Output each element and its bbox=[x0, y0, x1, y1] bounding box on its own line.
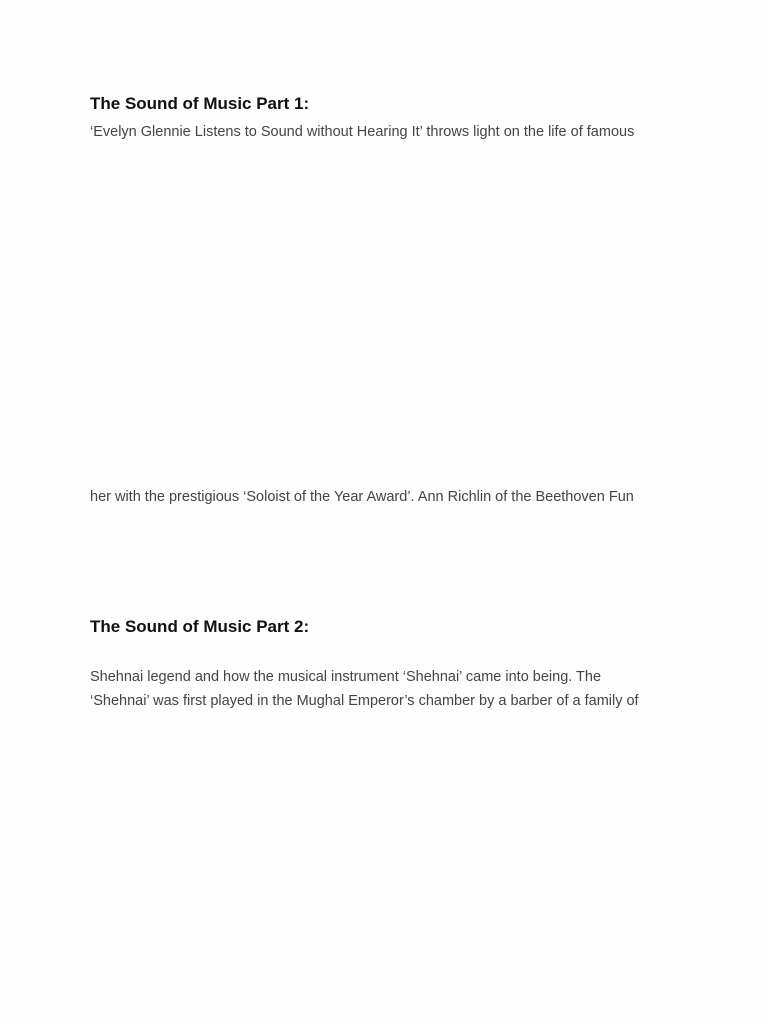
section-2-heading: The Sound of Music Part 2: bbox=[90, 617, 310, 636]
section-1-line-1: ‘Evelyn Glennie Listens to Sound without Hearing It’ throws light on the life of famous bbox=[90, 124, 635, 140]
section-2-line-1: Shehnai legend and how the musical instrument ‘Shehnai’ came into being. The bbox=[90, 669, 602, 685]
section-1-line-2: her with the prestigious ‘Soloist of the Year Award’. Ann Richlin of the Beethoven Fun bbox=[90, 489, 634, 505]
section-1-heading: The Sound of Music Part 1: bbox=[90, 94, 310, 113]
section-2-line-2: ‘Shehnai’ was first played in the Mughal Emperor’s chamber by a barber of a family of bbox=[90, 693, 639, 709]
